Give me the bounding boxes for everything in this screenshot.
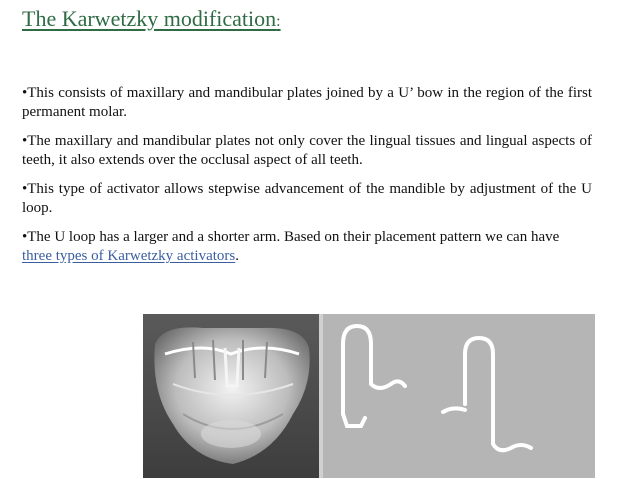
slide-title-colon: : — [276, 13, 281, 30]
bullet-item: •The maxillary and mandibular plates not only cover the lingual tissues and lingual aspects of teeth, it also extends over the occlusal aspect of all teeth. — [22, 133, 592, 168]
bullet-item: •This type of activator allows stepwise advancement of the mandible by adjustment of the U loop. — [22, 181, 592, 216]
u-loop-wires-image — [323, 314, 595, 478]
activator-photo — [143, 314, 595, 478]
slide-title — [22, 6, 291, 32]
activator-appliance-image — [143, 314, 319, 478]
slide-title-text: The Karwetzky modification — [22, 6, 277, 31]
bullet-item — [22, 228, 592, 266]
bullet-list — [22, 84, 592, 276]
bullet-item: •This consists of maxillary and mandibular plates joined by a U’ bow in the region of the first permanent molar. — [22, 85, 592, 120]
bullet-trail: . — [235, 248, 239, 264]
three-types-link[interactable]: three types of Karwetzky activators — [22, 248, 236, 264]
bullet-text: •The U loop has a larger and a shorter arm. Based on their placement pattern we can have — [22, 229, 560, 245]
